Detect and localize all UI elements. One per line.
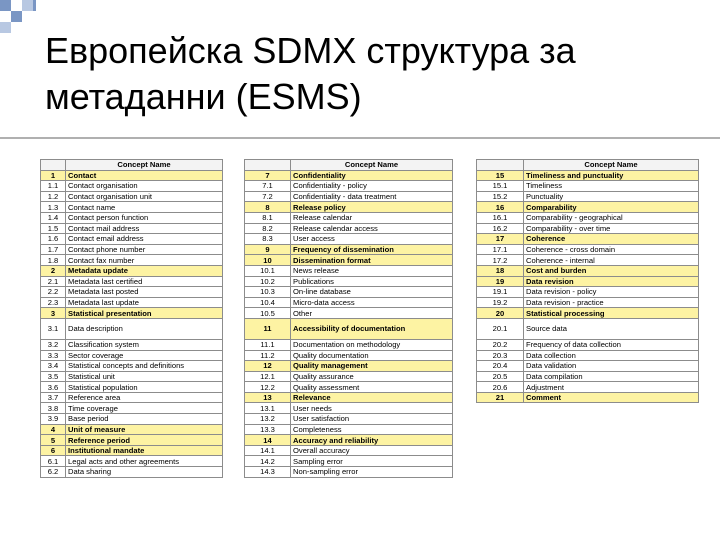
concept-name: Statistical processing <box>524 308 699 319</box>
concept-name: Frequency of data collection <box>524 339 699 350</box>
concept-number: 6.1 <box>41 456 66 467</box>
concept-number: 11.2 <box>245 350 291 361</box>
concept-number: 3 <box>41 308 66 319</box>
concept-row <box>245 276 453 287</box>
concept-name: Confidentiality - policy <box>291 181 453 192</box>
concept-number: 3.9 <box>41 414 66 425</box>
concept-number: 11.1 <box>245 339 291 350</box>
concept-number: 6 <box>41 445 66 456</box>
concept-number: 10.3 <box>245 287 291 298</box>
concept-number: 3.6 <box>41 382 66 393</box>
concept-name: News release <box>291 265 453 276</box>
concept-row <box>477 350 699 361</box>
concept-number: 19.1 <box>477 287 524 298</box>
concept-table-left <box>40 159 223 478</box>
concept-number: 12 <box>245 361 291 372</box>
concept-row <box>477 297 699 308</box>
concept-name: Timeliness and punctuality <box>524 170 699 181</box>
concept-name: Frequency of dissemination <box>291 244 453 255</box>
concept-row <box>477 181 699 192</box>
concept-number: 20.2 <box>477 339 524 350</box>
concept-number: 20.1 <box>477 318 524 339</box>
column-header-concept-name: Concept Name <box>66 160 223 171</box>
concept-name: Quality assurance <box>291 371 453 382</box>
concept-number: 1.4 <box>41 212 66 223</box>
concept-name: Metadata last certified <box>66 276 223 287</box>
concept-heading-row <box>245 255 453 266</box>
concept-number: 1.5 <box>41 223 66 234</box>
concept-name: Data sharing <box>66 467 223 478</box>
concept-number: 16.2 <box>477 223 524 234</box>
table-header-row <box>245 160 453 171</box>
concept-name: Time coverage <box>66 403 223 414</box>
concept-name: Contact organisation unit <box>66 191 223 202</box>
concept-number: 8.2 <box>245 223 291 234</box>
concept-number: 16 <box>477 202 524 213</box>
concept-number: 10.4 <box>245 297 291 308</box>
title-divider <box>0 137 720 139</box>
concept-heading-row <box>41 308 223 319</box>
concept-row <box>245 403 453 414</box>
concept-number: 3.3 <box>41 350 66 361</box>
concept-name: Contact mail address <box>66 223 223 234</box>
concept-name: Comparability - over time <box>524 223 699 234</box>
concept-name: Contact name <box>66 202 223 213</box>
concept-name: Comparability - geographical <box>524 212 699 223</box>
concept-number: 20.6 <box>477 382 524 393</box>
concept-heading-row <box>477 265 699 276</box>
concept-number: 15.1 <box>477 181 524 192</box>
concept-name: Contact phone number <box>66 244 223 255</box>
concept-name: Documentation on methodology <box>291 339 453 350</box>
concept-heading-row <box>245 318 453 339</box>
concept-row <box>245 371 453 382</box>
concept-row <box>41 276 223 287</box>
concept-number: 10.1 <box>245 265 291 276</box>
concept-number: 6.2 <box>41 467 66 478</box>
slide-title <box>45 28 705 120</box>
concept-number: 14.1 <box>245 445 291 456</box>
concept-name: Completeness <box>291 424 453 435</box>
concept-table-right <box>476 159 699 403</box>
concept-row <box>245 350 453 361</box>
concept-row <box>41 287 223 298</box>
concept-name: Data revision - practice <box>524 297 699 308</box>
concept-row <box>245 414 453 425</box>
concept-name: User access <box>291 234 453 245</box>
concept-row <box>41 371 223 382</box>
concept-number: 2.3 <box>41 297 66 308</box>
concept-heading-row <box>41 435 223 446</box>
concept-row <box>245 382 453 393</box>
concept-number: 4 <box>41 424 66 435</box>
concept-name: Confidentiality <box>291 170 453 181</box>
concept-heading-row <box>245 435 453 446</box>
concept-name: Data collection <box>524 350 699 361</box>
concept-number: 11 <box>245 318 291 339</box>
concept-name: Coherence - internal <box>524 255 699 266</box>
concept-name: Release calendar <box>291 212 453 223</box>
concept-row <box>41 202 223 213</box>
concept-number: 2.2 <box>41 287 66 298</box>
concept-name: Relevance <box>291 392 453 403</box>
concept-row <box>41 350 223 361</box>
concept-name: Contact person function <box>66 212 223 223</box>
concept-name: Data description <box>66 318 223 339</box>
concept-name: Overall accuracy <box>291 445 453 456</box>
concept-number: 14.3 <box>245 467 291 478</box>
concept-name: Dissemination format <box>291 255 453 266</box>
concept-number: 2.1 <box>41 276 66 287</box>
concept-name: User satisfaction <box>291 414 453 425</box>
concept-number: 15 <box>477 170 524 181</box>
concept-name: On-line database <box>291 287 453 298</box>
concept-name: User needs <box>291 403 453 414</box>
concept-row <box>41 339 223 350</box>
concept-row <box>245 212 453 223</box>
concept-row <box>245 445 453 456</box>
concept-name: Reference area <box>66 392 223 403</box>
concept-row <box>41 244 223 255</box>
concept-row <box>245 456 453 467</box>
concept-heading-row <box>245 361 453 372</box>
concept-number: 13 <box>245 392 291 403</box>
concept-heading-row <box>41 170 223 181</box>
concept-name: Contact fax number <box>66 255 223 266</box>
concept-name: Timeliness <box>524 181 699 192</box>
concept-name: Accuracy and reliability <box>291 435 453 446</box>
concept-heading-row <box>245 202 453 213</box>
concept-number: 7 <box>245 170 291 181</box>
concept-name: Other <box>291 308 453 319</box>
concept-name: Cost and burden <box>524 265 699 276</box>
concept-name: Confidentiality - data treatment <box>291 191 453 202</box>
concept-name: Statistical population <box>66 382 223 393</box>
concept-row <box>245 181 453 192</box>
concept-name: Sector coverage <box>66 350 223 361</box>
concept-name: Metadata last posted <box>66 287 223 298</box>
concept-row <box>245 467 453 478</box>
concept-heading-row <box>477 170 699 181</box>
concept-number: 10 <box>245 255 291 266</box>
concept-row <box>41 212 223 223</box>
concept-number: 1.2 <box>41 191 66 202</box>
concept-row <box>41 223 223 234</box>
concept-name: Institutional mandate <box>66 445 223 456</box>
concept-name: Contact organisation <box>66 181 223 192</box>
concept-row <box>477 244 699 255</box>
concept-name: Legal acts and other agreements <box>66 456 223 467</box>
concept-row <box>41 181 223 192</box>
concept-number: 1.6 <box>41 234 66 245</box>
concept-row <box>245 424 453 435</box>
concept-name: Comment <box>524 392 699 403</box>
concept-heading-row <box>245 392 453 403</box>
concept-number: 1.7 <box>41 244 66 255</box>
concept-row <box>245 287 453 298</box>
concept-row <box>245 297 453 308</box>
concept-number: 8 <box>245 202 291 213</box>
concept-number: 16.1 <box>477 212 524 223</box>
concept-number: 13.2 <box>245 414 291 425</box>
column-header-concept-name: Concept Name <box>524 160 699 171</box>
concept-number: 17.2 <box>477 255 524 266</box>
concept-number: 1.3 <box>41 202 66 213</box>
concept-number: 7.2 <box>245 191 291 202</box>
concept-number: 3.7 <box>41 392 66 403</box>
concept-number: 5 <box>41 435 66 446</box>
concept-number: 1.1 <box>41 181 66 192</box>
concept-number: 13.1 <box>245 403 291 414</box>
concept-number: 17 <box>477 234 524 245</box>
concept-heading-row <box>245 244 453 255</box>
concept-number: 1 <box>41 170 66 181</box>
concept-row <box>477 287 699 298</box>
concept-row <box>41 467 223 478</box>
concept-row <box>41 297 223 308</box>
concept-number: 14 <box>245 435 291 446</box>
concept-heading-row <box>477 276 699 287</box>
concept-name: Contact email address <box>66 234 223 245</box>
concept-name: Data revision <box>524 276 699 287</box>
concept-name: Unit of measure <box>66 424 223 435</box>
concept-row <box>41 318 223 339</box>
concept-name: Accessibility of documentation <box>291 318 453 339</box>
concept-name: Reference period <box>66 435 223 446</box>
concept-row <box>477 223 699 234</box>
concept-name: Release policy <box>291 202 453 213</box>
concept-number: 3.4 <box>41 361 66 372</box>
concept-row <box>477 361 699 372</box>
concept-number: 20 <box>477 308 524 319</box>
concept-name: Release calendar access <box>291 223 453 234</box>
concept-name: Statistical unit <box>66 371 223 382</box>
concept-name: Metadata update <box>66 265 223 276</box>
concept-row <box>41 234 223 245</box>
concept-heading-row <box>477 392 699 403</box>
column-header-concept-name: Concept Name <box>291 160 453 171</box>
concept-number: 12.2 <box>245 382 291 393</box>
concept-name: Classification system <box>66 339 223 350</box>
concept-row <box>41 392 223 403</box>
concept-name: Adjustment <box>524 382 699 393</box>
concept-number: 14.2 <box>245 456 291 467</box>
concept-heading-row <box>41 265 223 276</box>
concept-number: 7.1 <box>245 181 291 192</box>
concept-row <box>245 191 453 202</box>
concept-name: Coherence - cross domain <box>524 244 699 255</box>
concept-number: 19.2 <box>477 297 524 308</box>
concept-heading-row <box>477 308 699 319</box>
concept-row <box>245 339 453 350</box>
concept-number: 10.5 <box>245 308 291 319</box>
concept-number: 8.1 <box>245 212 291 223</box>
concept-number: 18 <box>477 265 524 276</box>
concept-name: Statistical concepts and definitions <box>66 361 223 372</box>
concept-name: Data compilation <box>524 371 699 382</box>
concept-row <box>477 212 699 223</box>
concept-number: 20.3 <box>477 350 524 361</box>
concept-row <box>477 382 699 393</box>
concept-name: Base period <box>66 414 223 425</box>
concept-table-middle <box>244 159 453 478</box>
concept-number: 17.1 <box>477 244 524 255</box>
concept-number: 10.2 <box>245 276 291 287</box>
concept-row <box>245 265 453 276</box>
concept-number: 21 <box>477 392 524 403</box>
concept-heading-row <box>41 424 223 435</box>
concept-row <box>477 255 699 266</box>
concept-name: Micro-data access <box>291 297 453 308</box>
concept-name: Data validation <box>524 361 699 372</box>
concept-row <box>41 191 223 202</box>
concept-number: 1.8 <box>41 255 66 266</box>
concept-number: 8.3 <box>245 234 291 245</box>
concept-name: Quality assessment <box>291 382 453 393</box>
concept-row <box>41 414 223 425</box>
concept-name: Quality documentation <box>291 350 453 361</box>
concept-row <box>245 223 453 234</box>
concept-number: 15.2 <box>477 191 524 202</box>
concept-row <box>41 456 223 467</box>
concept-row <box>41 382 223 393</box>
concept-number: 12.1 <box>245 371 291 382</box>
concept-name: Metadata last update <box>66 297 223 308</box>
concept-row <box>477 339 699 350</box>
concept-row <box>41 255 223 266</box>
concept-row <box>245 308 453 319</box>
concept-name: Source data <box>524 318 699 339</box>
concept-row <box>245 234 453 245</box>
concept-name: Punctuality <box>524 191 699 202</box>
corner-square-decoration <box>0 0 36 36</box>
concept-number: 3.1 <box>41 318 66 339</box>
concept-heading-row <box>477 202 699 213</box>
concept-name: Quality management <box>291 361 453 372</box>
concept-row <box>477 371 699 382</box>
slide-title-line1: Европейска SDMX структура за <box>45 30 576 71</box>
concept-heading-row <box>245 170 453 181</box>
table-header-row <box>41 160 223 171</box>
concept-name: Comparability <box>524 202 699 213</box>
table-header-row <box>477 160 699 171</box>
concept-name: Contact <box>66 170 223 181</box>
concept-row <box>477 191 699 202</box>
concept-number: 3.8 <box>41 403 66 414</box>
concept-heading-row <box>41 445 223 456</box>
concept-name: Statistical presentation <box>66 308 223 319</box>
concept-number: 2 <box>41 265 66 276</box>
concept-heading-row <box>477 234 699 245</box>
slide-title-line2: метаданни (ESMS) <box>45 76 362 117</box>
concept-name: Non-sampling error <box>291 467 453 478</box>
concept-number: 19 <box>477 276 524 287</box>
concept-row <box>477 318 699 339</box>
concept-name: Coherence <box>524 234 699 245</box>
concept-number: 3.5 <box>41 371 66 382</box>
concept-name: Sampling error <box>291 456 453 467</box>
concept-name: Publications <box>291 276 453 287</box>
concept-number: 3.2 <box>41 339 66 350</box>
concept-number: 9 <box>245 244 291 255</box>
concept-number: 13.3 <box>245 424 291 435</box>
concept-number: 20.4 <box>477 361 524 372</box>
concept-row <box>41 403 223 414</box>
concept-name: Data revision - policy <box>524 287 699 298</box>
concept-number: 20.5 <box>477 371 524 382</box>
concept-row <box>41 361 223 372</box>
